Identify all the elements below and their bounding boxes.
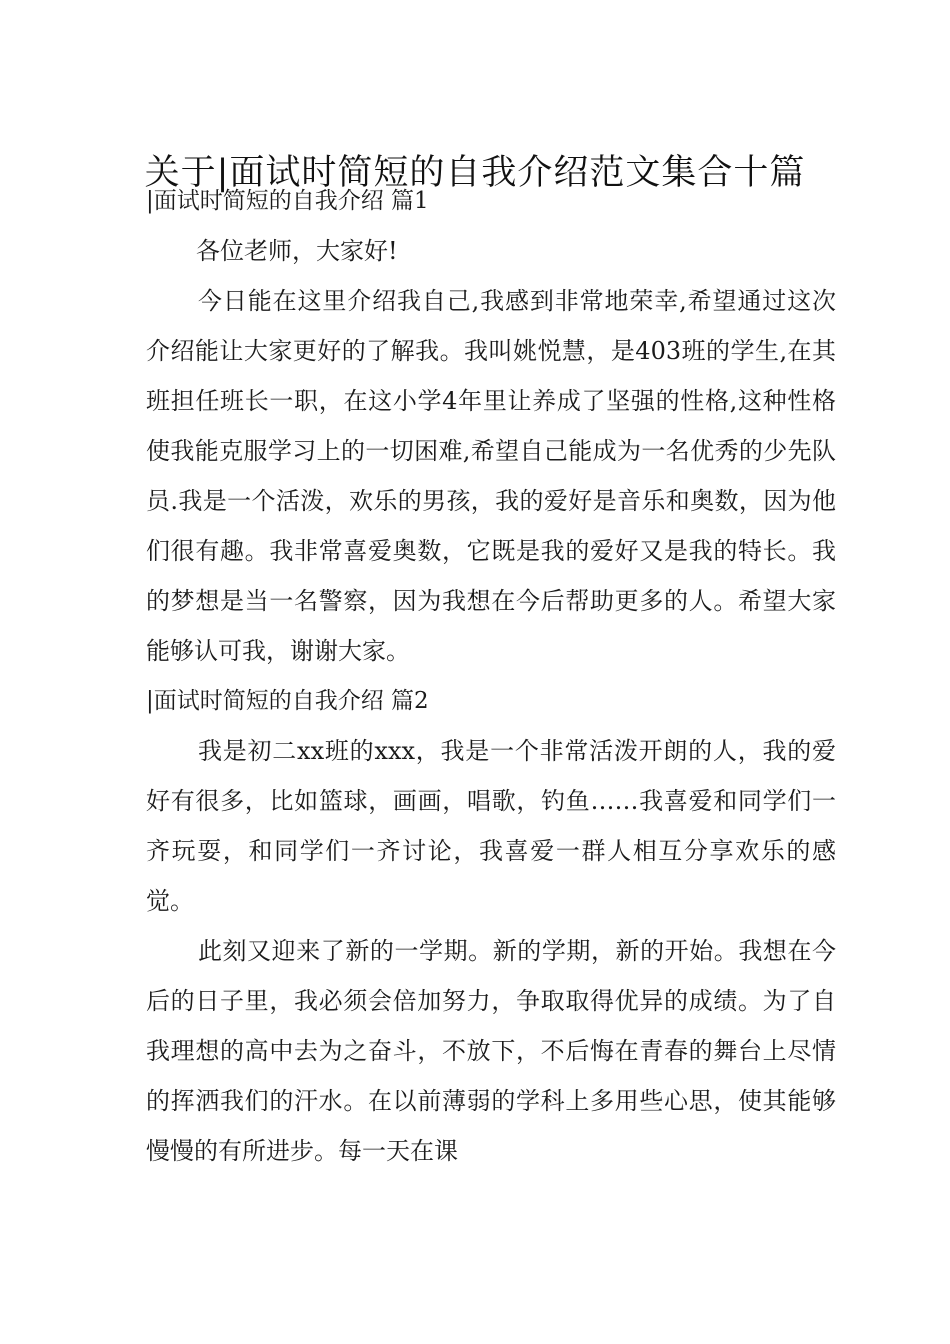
section-heading: |面试时简短的自我介绍 篇1 xyxy=(146,188,429,214)
paragraph: 此刻又迎来了新的一学期。新的学期，新的开始。我想在今后的日子里，我必须会倍加努力，争取取得优异的成绩。为了自我理想的高中去为之奋斗，不放下，不后悔在青春的舞台上尽情的挥洒我们的汗水。在以前薄弱的学科上多用些心思，使其能够慢慢的有所进步。每一天在课 xyxy=(146,937,836,1165)
section-heading: |面试时简短的自我介绍 篇2 xyxy=(146,688,429,714)
greeting-line: 各位老师，大家好! xyxy=(196,237,398,265)
document-body xyxy=(146,176,836,1176)
document-title: 关于|面试时简短的自我介绍范文集合十篇 xyxy=(144,153,806,194)
paragraph: 我是初二xx班的xxx，我是一个非常活泼开朗的人，我的爱好有很多，比如篮球，画画，唱歌，钓鱼……我喜爱和同学们一齐玩耍，和同学们一齐讨论，我喜爱一群人相互分享欢乐的感觉。 xyxy=(146,737,836,915)
section-2 xyxy=(146,676,836,1176)
paragraph: 今日能在这里介绍我自己,我感到非常地荣幸,希望通过这次介绍能让大家更好的了解我。我叫姚悦慧，是403班的学生,在其班担任班长一职，在这小学4年里让养成了坚强的性格,这种性格使我能克服学习上的一切困难,希望自己能成为一名优秀的少先队员.我是一个活泼，欢乐的男孩，我的爱好是音乐和奥数，因为他们很有趣。我非常喜爱奥数，它既是我的爱好又是我的特长。我的梦想是当一名警察，因为我想在今后帮助更多的人。希望大家能够认可我，谢谢大家。 xyxy=(146,287,836,665)
section-1 xyxy=(146,176,836,676)
